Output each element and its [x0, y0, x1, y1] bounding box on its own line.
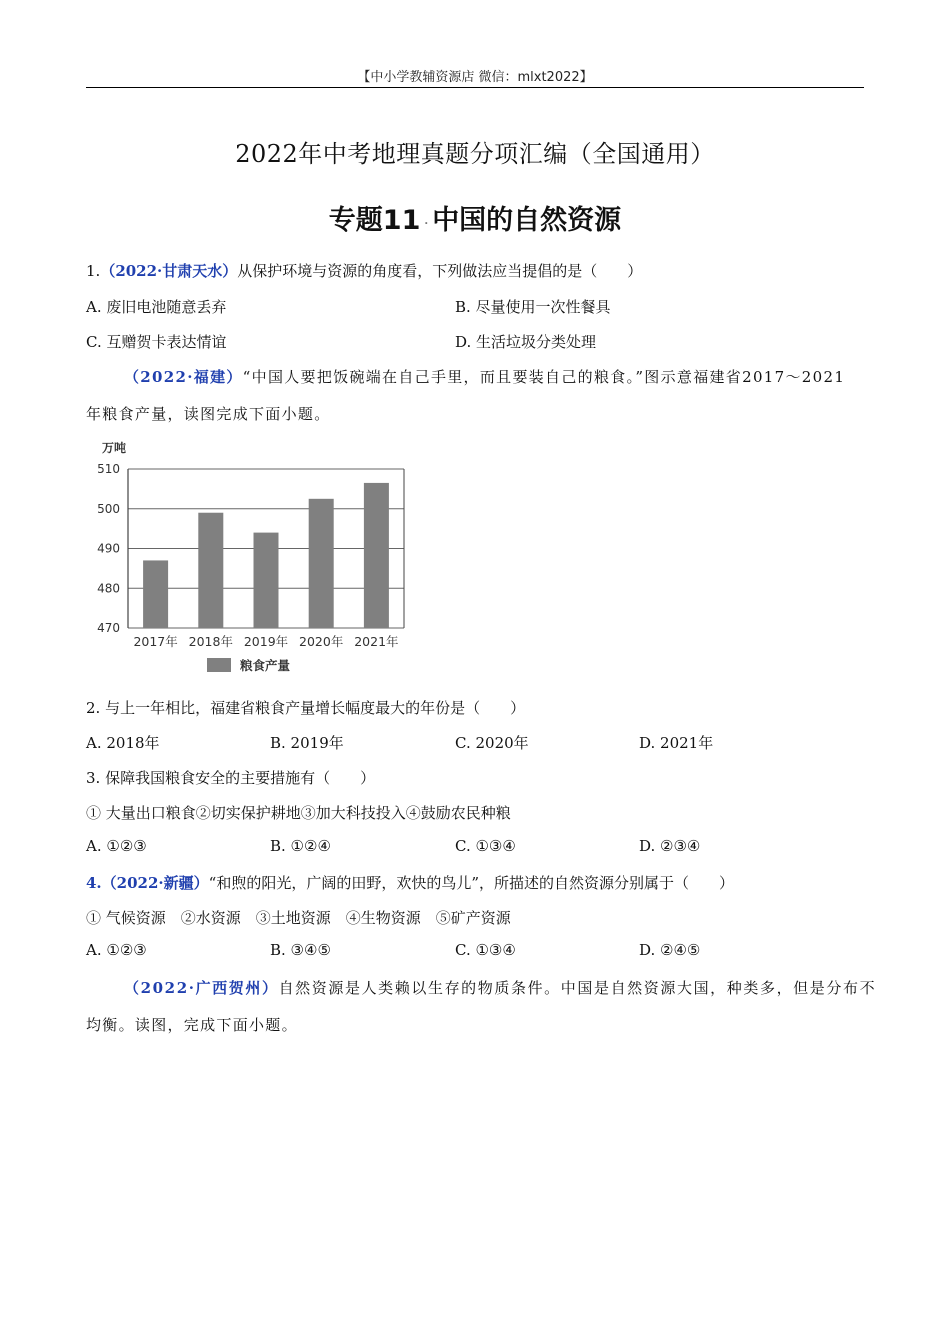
bar-chart — [86, 436, 416, 680]
document-title: 2022年中考地理真题分项汇编（全国通用） — [235, 140, 715, 168]
q4-option-a: A. ①②③ — [86, 941, 147, 959]
q1-option-c: C. 互赠贺卡表达情谊 — [86, 333, 227, 351]
page-header: 【中小学教辅资源店 微信：mlxt2022】 — [357, 70, 593, 85]
bar — [364, 483, 389, 628]
topic-separator: . — [424, 216, 429, 227]
y-tick-label: 480 — [97, 581, 120, 596]
y-tick-label: 510 — [97, 462, 120, 476]
q3-option-b: B. ①②④ — [270, 837, 331, 855]
q3-option-d: D. ②③④ — [639, 837, 701, 855]
bar — [309, 499, 334, 628]
q1-option-b: B. 尽量使用一次性餐具 — [455, 298, 611, 316]
bar — [254, 533, 279, 628]
topic-title — [0, 198, 950, 237]
passage2-line2: 均衡。读图，完成下面小题。 — [86, 1016, 298, 1034]
x-tick-label: 2021年 — [354, 634, 399, 649]
q1-source: （2022·甘肃天水） — [100, 262, 238, 280]
x-tick-label: 2019年 — [243, 634, 289, 649]
q1-option-d: D. 生活垃圾分类处理 — [455, 333, 597, 351]
x-tick-label: 2018年 — [188, 634, 233, 649]
q1-stem — [86, 260, 642, 281]
q4-items: ① 气候资源 ②水资源 ③土地资源 ④生物资源 ⑤矿产资源 — [86, 909, 511, 927]
q2-option-c: C. 2020年 — [455, 734, 529, 752]
passage2-line1 — [124, 977, 876, 998]
q2-option-b: B. 2019年 — [270, 734, 344, 752]
q4-number: 4. — [86, 874, 102, 892]
x-tick-label: 2020年 — [299, 634, 344, 649]
passage1-line2: 年粮食产量，读图完成下面小题。 — [86, 405, 331, 423]
bar — [198, 513, 223, 628]
passage1-source: （2022·福建） — [124, 368, 243, 386]
y-tick-label: 490 — [97, 541, 120, 556]
q1-text: 从保护环境与资源的角度看，下列做法应当提倡的是（ ） — [237, 262, 643, 280]
passage2-source: （2022·广西贺州） — [124, 979, 279, 997]
passage2-text1: 自然资源是人类赖以生存的物质条件。中国是自然资源大国，种类多，但是分布不 — [278, 979, 877, 997]
q3-stem: 3. 保障我国粮食安全的主要措施有（ ） — [86, 769, 376, 787]
q4-stem — [86, 872, 734, 893]
y-tick-label: 470 — [97, 621, 120, 635]
passage1-text1: “中国人要把饭碗端在自己手里，而且要装自己的粮食。”图示意福建省2017～2021 — [242, 368, 846, 386]
header-rule — [86, 87, 864, 88]
y-tick-label: 500 — [97, 501, 120, 516]
q3-option-c: C. ①③④ — [455, 837, 516, 855]
q4-option-c: C. ①③④ — [455, 941, 516, 959]
q4-option-b: B. ③④⑤ — [270, 941, 331, 959]
q1-option-a: A. 废旧电池随意丢弃 — [86, 298, 227, 316]
y-axis-label: 万吨 — [102, 441, 127, 455]
q3-option-a: A. ①②③ — [86, 837, 147, 855]
passage1-line1 — [124, 366, 845, 387]
q1-number: 1. — [86, 262, 101, 280]
grain-output-chart — [86, 436, 416, 684]
bar — [143, 560, 168, 628]
q2-option-a: A. 2018年 — [86, 734, 160, 752]
q2-stem: 2. 与上一年相比，福建省粮食产量增长幅度最大的年份是（ ） — [86, 699, 526, 717]
q4-option-d: D. ②④⑤ — [639, 941, 701, 959]
x-tick-label: 2017年 — [133, 634, 178, 649]
topic-number: 专题11 — [328, 205, 421, 236]
legend-label: 粮食产量 — [240, 658, 291, 673]
topic-name: 中国的自然资源 — [432, 205, 622, 236]
q3-items: ① 大量出口粮食②切实保护耕地③加大科技投入④鼓励农民种粮 — [86, 804, 511, 822]
q2-option-d: D. 2021年 — [639, 734, 714, 752]
legend-swatch — [207, 658, 231, 672]
q4-source: （2022·新疆） — [101, 874, 209, 892]
q4-text: “和煦的阳光，广阔的田野，欢快的鸟儿”，所描述的自然资源分别属于（ ） — [208, 874, 734, 892]
